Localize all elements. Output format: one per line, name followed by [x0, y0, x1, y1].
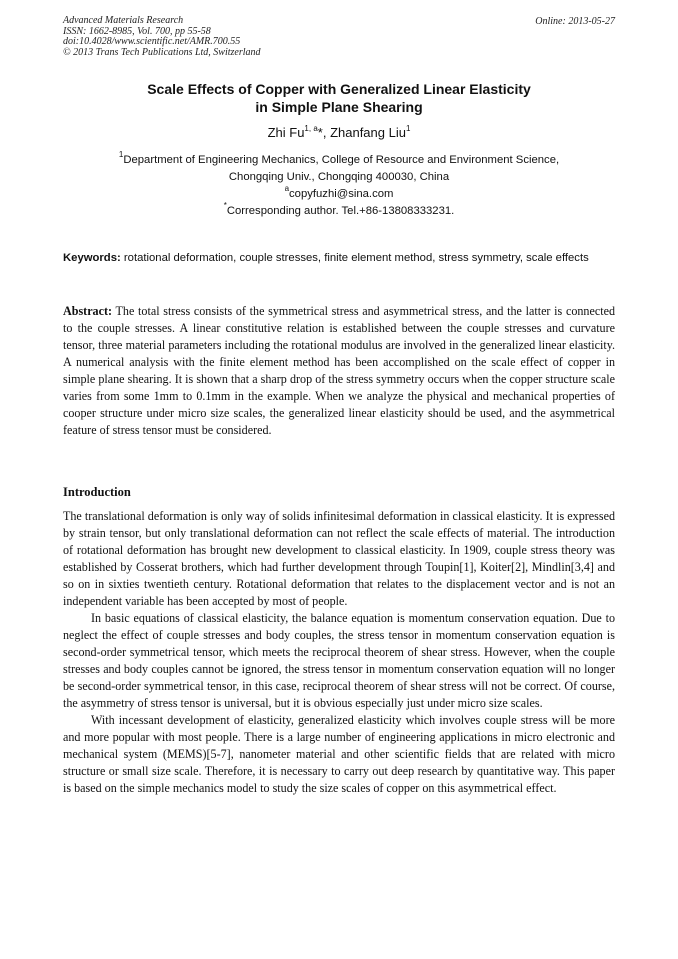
journal-name: Advanced Materials Research — [63, 15, 184, 26]
email-line — [63, 186, 615, 203]
author-affiliation-mark: 1 — [405, 124, 411, 133]
copyright-line: © 2013 Trans Tech Publications Ltd, Switzerland — [63, 46, 261, 58]
corresponding-sup: * — [223, 201, 227, 210]
title-line-1: Scale Effects of Copper with Generalized Linear Elasticity — [147, 81, 531, 97]
abstract-block — [63, 303, 615, 439]
paragraph: In basic equations of classical elasticity, the balance equation is momentum conservation equation. Due to neglect the effect of couple stresses and body couples, the stress tensor in momentum conservation equation is second-order symmetrical tensor, which meets the reciprocal theorem of shear stress. However, when the couple stresses and body couples cannot be ignored, the stress tensor in momentum conservation equation will no longer be second-order symmetrical tensor, in this case, reciprocal theorem of shear stress will not be correct. Of course, the asymmetry of stress tensor is universal, but it is obvious especially just under micro size scales. — [63, 611, 615, 710]
email-address: copyfuzhi@sina.com — [289, 188, 394, 200]
issn-line: ISSN: 1662-8985, Vol. 700, pp 55-58 — [63, 25, 211, 37]
author-list — [63, 125, 615, 140]
affiliation-block — [63, 152, 615, 220]
doi-line: doi:10.4028/www.scientific.net/AMR.700.55 — [63, 36, 241, 48]
section-heading: Introduction — [63, 485, 131, 499]
affiliation-text: Department of Engineering Mechanics, College of Resource and Environment Science, — [123, 154, 560, 166]
online-date: Online: 2013-05-27 — [535, 16, 615, 27]
introduction-body — [63, 508, 615, 797]
paragraph: The translational deformation is only way of solids infinitesimal deformation in classical elasticity. It is expressed by strain tensor, but only translational deformation can not reflect the scale effects of material. The introduction of rotational deformation has brought new development to classical elasticity. In 1909, couple stress theory was established by Cosserat brothers, which had further development through Toupin[1], Koiter[2], Mindlin[3,4] and so on in sixties twentieth century. Rotational deformation that relates to the displacement vector and is not an independent variable has been accepted by most of people. — [63, 509, 615, 608]
abstract-text: The total stress consists of the symmetrical stress and asymmetrical stress, and the latter is connected to the couple stresses. A linear constitutive relation is established between the couple stresses and curvature tensor, three material parameters including the rotational modulus are involved in the generalized linear elasticity. A numerical analysis with the finite element method has been accomplished on the scale effect of copper in simple plane shearing. It is shown that a sharp drop of the stress symmetry occurs when the copper structure scale varies from some 1mm to 0.1mm in the example. When we analyze the physical and mechanical properties of cooper structure under micro size scales, the generalized linear elasticity should be used, and the asymmetrical feature of stress tensor must be considered. — [63, 304, 615, 437]
author-name: Zhanfang Liu — [330, 125, 406, 140]
affiliation-mark: 1 — [118, 150, 124, 159]
keywords-text: rotational deformation, couple stresses, finite element method, stress symmetry, scale effects — [120, 252, 589, 264]
journal-header — [63, 16, 261, 58]
keywords-label: Keywords: — [63, 252, 121, 264]
corresponding-text: Corresponding author. Tel.+86-13808333231. — [226, 205, 455, 217]
paragraph: With incessant development of elasticity, generalized elasticity which involves couple stress will be more and more popular with most people. There is a large number of engineering applications in micro electronic and mechanical system (MEMS)[5-7], nanometer material and other scientific fields that are related with micro structure or small size scale. Therefore, it is necessary to carry out deep research by quantitative way. This paper is based on the simple mechanics model to study the size scales of copper on this asymmetrical effect. — [63, 713, 615, 795]
title-line-2: in Simple Plane Shearing — [255, 99, 423, 115]
author-affiliation-mark: 1, a — [304, 124, 318, 133]
email-mark: a — [284, 184, 290, 193]
paper-title — [63, 80, 615, 116]
corresponding-mark: *, — [317, 125, 331, 140]
affiliation-line-1 — [63, 152, 615, 169]
affiliation-line-2: Chongqing Univ., Chongqing 400030, China — [228, 171, 450, 183]
author-name: Zhi Fu — [267, 125, 305, 140]
corresponding-line — [63, 203, 615, 220]
abstract-label: Abstract: — [63, 304, 113, 318]
keywords-block — [63, 250, 615, 267]
